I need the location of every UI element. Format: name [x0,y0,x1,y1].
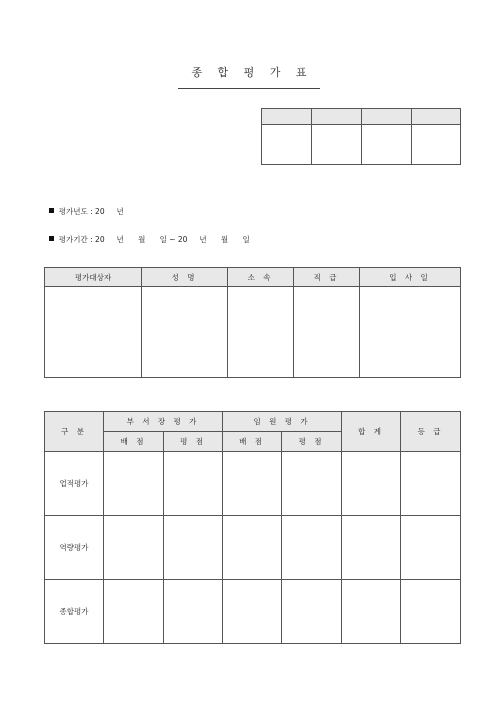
evaluation-year-text: 평가년도 : 20 년 [58,207,124,216]
header-grade: 등 급 [401,412,461,452]
square-bullet-icon [49,208,54,213]
header-name: 성 명 [142,268,228,287]
score-cell[interactable] [282,452,342,516]
score-cell[interactable] [164,452,223,516]
evaluation-period-line [44,225,250,245]
approval-box [261,108,461,165]
header-evaluatee: 평가대상자 [45,268,142,287]
header-exec-alloc: 배 점 [223,432,282,452]
header-dept-head-eval: 부 서 장 평 가 [104,412,223,432]
approval-sign-cell[interactable] [262,125,312,165]
evaluation-score-table [44,411,461,644]
score-cell[interactable] [342,580,401,644]
score-cell[interactable] [164,580,223,644]
header-join-date: 입 사 일 [360,268,461,287]
score-cell[interactable] [282,516,342,580]
header-total: 합 계 [342,412,401,452]
approval-header-cell[interactable] [362,109,412,125]
header-dept-alloc: 배 점 [104,432,164,452]
score-cell[interactable] [401,452,461,516]
score-cell[interactable] [282,580,342,644]
header-department: 소 속 [228,268,294,287]
row-label-competency: 역량평가 [45,516,104,580]
header-executive-eval: 임 원 평 가 [223,412,342,432]
header-exec-score: 평 점 [282,432,342,452]
name-cell[interactable] [142,287,228,378]
approval-header-cell[interactable] [262,109,312,125]
position-cell[interactable] [294,287,360,378]
approval-sign-cell[interactable] [312,125,362,165]
score-cell[interactable] [223,516,282,580]
header-position: 직 급 [294,268,360,287]
approval-sign-cell[interactable] [362,125,412,165]
evaluatee-table [44,267,461,378]
header-dept-score: 평 점 [164,432,223,452]
row-label-performance: 업적평가 [45,452,104,516]
join-date-cell[interactable] [360,287,461,378]
title-underline [178,88,320,89]
score-cell[interactable] [104,452,164,516]
score-cell[interactable] [104,516,164,580]
department-cell[interactable] [228,287,294,378]
row-label-overall: 종합평가 [45,580,104,644]
score-cell[interactable] [401,580,461,644]
score-cell[interactable] [164,516,223,580]
approval-sign-cell[interactable] [412,125,461,165]
header-category: 구 분 [45,412,104,452]
square-bullet-icon [49,236,54,241]
document-title: 종 합 평 가 표 [191,66,313,79]
score-cell[interactable] [342,452,401,516]
approval-header-cell[interactable] [312,109,362,125]
approval-header-cell[interactable] [412,109,461,125]
evaluatee-cell[interactable] [45,287,142,378]
evaluation-period-text: 평가기간 : 20 년 월 일 ~ 20 년 월 일 [58,235,250,244]
score-cell[interactable] [223,452,282,516]
score-cell[interactable] [104,580,164,644]
score-cell[interactable] [401,516,461,580]
evaluation-year-line [44,197,124,217]
score-cell[interactable] [223,580,282,644]
score-cell[interactable] [342,516,401,580]
